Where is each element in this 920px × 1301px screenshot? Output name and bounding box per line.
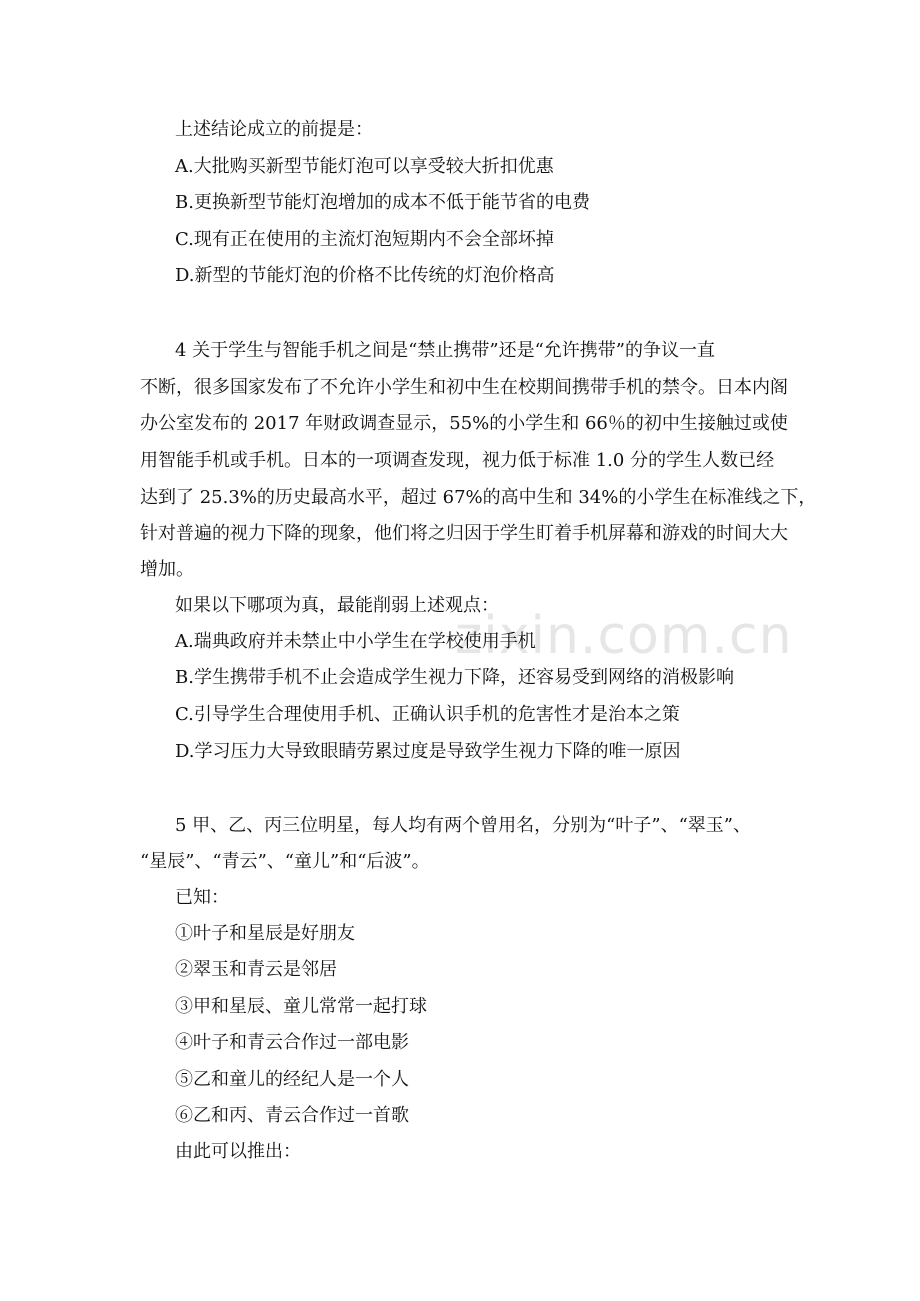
q4-stem-line: 用智能手机或手机。日本的一项调查发现，视力低于标准 1.0 分的学生人数已经 (140, 450, 775, 471)
q3-option-b: B.更换新型节能灯泡增加的成本不低于能节省的电费 (175, 192, 590, 213)
q5-condition: ①叶子和星辰是好朋友 (175, 923, 355, 944)
q3-option-d: D.新型的节能灯泡的价格不比传统的灯泡价格高 (175, 265, 555, 286)
q5-condition: ③甲和星辰、童儿常常一起打球 (175, 996, 427, 1017)
q4-stem-line: 针对普遍的视力下降的现象，他们将之归因于学生盯着手机屏幕和游戏的时间大大 (140, 523, 788, 544)
q5-stem-line: “星辰”、“青云”、“童儿”和“后波”。 (140, 851, 430, 872)
watermark: zixin.com.cn (455, 606, 793, 666)
q5-known-label: 已知： (175, 887, 229, 908)
q4-stem-line: 达到了 25.3%的历史最高水平，超过 67%的高中生和 34%的小学生在标准线之下， (140, 487, 817, 508)
q4-question: 如果以下哪项为真，最能削弱上述观点： (175, 595, 499, 616)
q4-stem-line: 增加。 (140, 559, 194, 580)
q5-conclusion-prompt: 由此可以推出： (175, 1141, 301, 1162)
q4-option-b: B.学生携带手机不止会造成学生视力下降，还容易受到网络的消极影响 (175, 667, 734, 688)
q3-premise-prompt: 上述结论成立的前提是： (175, 119, 373, 140)
q4-option-c: C.引导学生合理使用手机、正确认识手机的危害性才是治本之策 (175, 704, 680, 725)
q5-condition: ②翠玉和青云是邻居 (175, 959, 337, 980)
q4-stem-line: 办公室发布的 2017 年财政调查显示，55%的小学生和 66％的初中生接触过或使 (140, 413, 788, 434)
q4-option-a: A.瑞典政府并未禁止中小学生在学校使用手机 (175, 631, 536, 652)
q5-condition: ⑥乙和丙、青云合作过一首歌 (175, 1105, 409, 1126)
q4-stem-line: 不断，很多国家发布了不允许小学生和初中生在校期间携带手机的禁令。日本内阁 (140, 377, 788, 398)
q3-option-c: C.现有正在使用的主流灯泡短期内不会全部坏掉 (175, 229, 554, 250)
q5-stem-line: 5 甲、乙、丙三位明星，每人均有两个曾用名，分别为“叶子”、“翠玉”、 (175, 815, 751, 836)
q4-stem-line: 4 关于学生与智能手机之间是“禁止携带”还是“允许携带”的争议一直 (175, 340, 715, 361)
q5-condition: ⑤乙和童儿的经纪人是一个人 (175, 1069, 409, 1090)
q4-option-d: D.学习压力大导致眼睛劳累过度是导致学生视力下降的唯一原因 (175, 741, 681, 762)
q3-option-a: A.大批购买新型节能灯泡可以享受较大折扣优惠 (175, 156, 554, 177)
q5-condition: ④叶子和青云合作过一部电影 (175, 1032, 409, 1053)
